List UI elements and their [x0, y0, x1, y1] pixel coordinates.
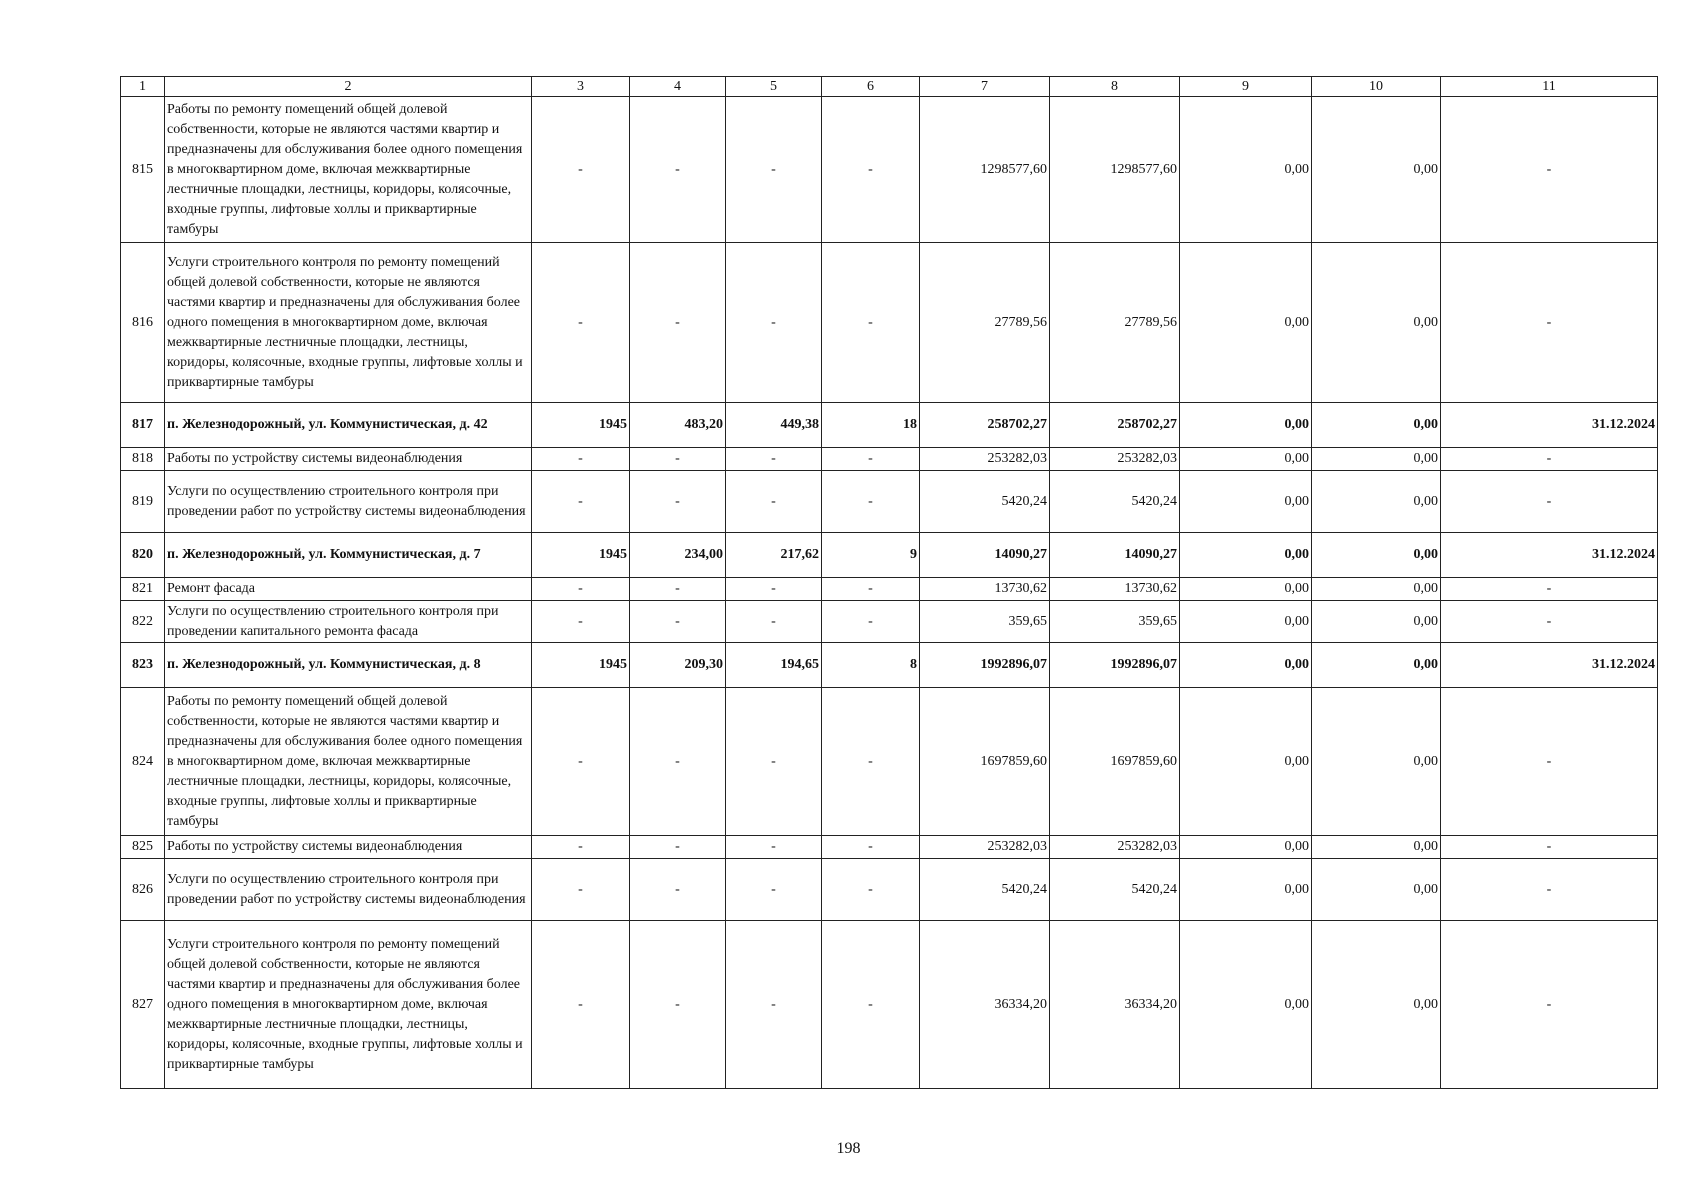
cost-other-cell: 0,00 [1312, 448, 1441, 471]
row-number-cell: 817 [121, 403, 165, 448]
column-header: 11 [1441, 77, 1658, 97]
area-living-cell: 194,65 [726, 643, 822, 688]
area-living-cell: - [726, 601, 822, 643]
area-living-cell: - [726, 471, 822, 533]
description-cell: Услуги строительного контроля по ремонту помещений общей долевой собственности, которые не являются частями квартир и предназначены для обслуживания более одного помещения в многоквартирном доме, включая межквартирные лестничные площадки, лестницы, коридоры, колясочные, входные группы, лифтовые холлы и приквартирные тамбуры [165, 243, 532, 403]
area-living-cell: 449,38 [726, 403, 822, 448]
cost-fund-cell: 1697859,60 [1050, 688, 1180, 836]
year-cell: - [532, 836, 630, 859]
residents-cell: - [822, 859, 920, 921]
table-row [121, 859, 1658, 921]
column-header: 5 [726, 77, 822, 97]
cost-other-cell: 0,00 [1312, 688, 1441, 836]
area-living-cell: - [726, 921, 822, 1089]
cost-fund-cell: 27789,56 [1050, 243, 1180, 403]
cost-budget-cell: 0,00 [1180, 243, 1312, 403]
area-living-cell: - [726, 836, 822, 859]
cost-other-cell: 0,00 [1312, 601, 1441, 643]
description-cell: п. Железнодорожный, ул. Коммунистическая, д. 8 [165, 643, 532, 688]
area-total-cell: - [630, 243, 726, 403]
deadline-cell: - [1441, 836, 1658, 859]
table-row [121, 601, 1658, 643]
row-number-cell: 822 [121, 601, 165, 643]
year-cell: - [532, 859, 630, 921]
residents-cell: 18 [822, 403, 920, 448]
column-header: 10 [1312, 77, 1441, 97]
area-total-cell: - [630, 836, 726, 859]
area-total-cell: - [630, 471, 726, 533]
cost-other-cell: 0,00 [1312, 403, 1441, 448]
cost-total-cell: 1298577,60 [920, 97, 1050, 243]
year-cell: - [532, 578, 630, 601]
description-cell: Услуги по осуществлению строительного контроля при проведении капитального ремонта фасада [165, 601, 532, 643]
column-header: 9 [1180, 77, 1312, 97]
area-total-cell: - [630, 578, 726, 601]
cost-total-cell: 359,65 [920, 601, 1050, 643]
cost-total-cell: 27789,56 [920, 243, 1050, 403]
cost-budget-cell: 0,00 [1180, 859, 1312, 921]
residents-cell: - [822, 97, 920, 243]
table-row [121, 97, 1658, 243]
column-header: 7 [920, 77, 1050, 97]
area-total-cell: - [630, 859, 726, 921]
year-cell: - [532, 243, 630, 403]
cost-budget-cell: 0,00 [1180, 578, 1312, 601]
row-number-cell: 819 [121, 471, 165, 533]
deadline-cell: 31.12.2024 [1441, 643, 1658, 688]
row-number-cell: 824 [121, 688, 165, 836]
area-total-cell: 209,30 [630, 643, 726, 688]
table-row [121, 688, 1658, 836]
cost-fund-cell: 1298577,60 [1050, 97, 1180, 243]
column-header: 2 [165, 77, 532, 97]
cost-other-cell: 0,00 [1312, 533, 1441, 578]
column-header: 3 [532, 77, 630, 97]
cost-total-cell: 1697859,60 [920, 688, 1050, 836]
cost-other-cell: 0,00 [1312, 471, 1441, 533]
area-total-cell: - [630, 97, 726, 243]
description-cell: п. Железнодорожный, ул. Коммунистическая, д. 42 [165, 403, 532, 448]
residents-cell: - [822, 601, 920, 643]
residents-cell: - [822, 578, 920, 601]
area-living-cell: - [726, 688, 822, 836]
cost-fund-cell: 14090,27 [1050, 533, 1180, 578]
table-row [121, 921, 1658, 1089]
area-total-cell: - [630, 688, 726, 836]
cost-total-cell: 253282,03 [920, 448, 1050, 471]
column-header: 6 [822, 77, 920, 97]
year-cell: - [532, 471, 630, 533]
cost-other-cell: 0,00 [1312, 97, 1441, 243]
area-living-cell: - [726, 243, 822, 403]
residents-cell: 8 [822, 643, 920, 688]
cost-budget-cell: 0,00 [1180, 643, 1312, 688]
table-row [121, 836, 1658, 859]
table-row [121, 243, 1658, 403]
column-header: 4 [630, 77, 726, 97]
area-living-cell: - [726, 578, 822, 601]
deadline-cell: - [1441, 921, 1658, 1089]
cost-fund-cell: 5420,24 [1050, 471, 1180, 533]
year-cell: 1945 [532, 533, 630, 578]
table-row [121, 471, 1658, 533]
residents-cell: - [822, 688, 920, 836]
cost-total-cell: 13730,62 [920, 578, 1050, 601]
cost-total-cell: 5420,24 [920, 471, 1050, 533]
deadline-cell: - [1441, 601, 1658, 643]
residents-cell: - [822, 243, 920, 403]
year-cell: 1945 [532, 643, 630, 688]
cost-total-cell: 14090,27 [920, 533, 1050, 578]
cost-other-cell: 0,00 [1312, 836, 1441, 859]
column-header: 8 [1050, 77, 1180, 97]
cost-budget-cell: 0,00 [1180, 601, 1312, 643]
table-row [121, 403, 1658, 448]
table-row [121, 578, 1658, 601]
cost-fund-cell: 253282,03 [1050, 448, 1180, 471]
area-total-cell: - [630, 921, 726, 1089]
table-row [121, 448, 1658, 471]
description-cell: Ремонт фасада [165, 578, 532, 601]
cost-fund-cell: 253282,03 [1050, 836, 1180, 859]
description-cell: Работы по ремонту помещений общей долевой собственности, которые не являются частями квартир и предназначены для обслуживания более одного помещения в многоквартирном доме, включая межквартирные лестничные площадки, лестницы, коридоры, колясочные, входные группы, лифтовые холлы и приквартирные тамбуры [165, 97, 532, 243]
description-cell: Работы по ремонту помещений общей долевой собственности, которые не являются частями квартир и предназначены для обслуживания более одного помещения в многоквартирном доме, включая межквартирные лестничные площадки, лестницы, коридоры, колясочные, входные группы, лифтовые холлы и приквартирные тамбуры [165, 688, 532, 836]
area-living-cell: - [726, 448, 822, 471]
works-table [120, 76, 1658, 1089]
residents-cell: - [822, 921, 920, 1089]
row-number-cell: 827 [121, 921, 165, 1089]
cost-budget-cell: 0,00 [1180, 533, 1312, 578]
deadline-cell: 31.12.2024 [1441, 533, 1658, 578]
row-number-cell: 826 [121, 859, 165, 921]
row-number-cell: 820 [121, 533, 165, 578]
deadline-cell: - [1441, 859, 1658, 921]
cost-other-cell: 0,00 [1312, 243, 1441, 403]
residents-cell: 9 [822, 533, 920, 578]
area-total-cell: - [630, 448, 726, 471]
year-cell: - [532, 601, 630, 643]
cost-other-cell: 0,00 [1312, 578, 1441, 601]
cost-total-cell: 5420,24 [920, 859, 1050, 921]
description-cell: Услуги по осуществлению строительного контроля при проведении работ по устройству системы видеонаблюдения [165, 471, 532, 533]
cost-other-cell: 0,00 [1312, 859, 1441, 921]
year-cell: 1945 [532, 403, 630, 448]
cost-fund-cell: 5420,24 [1050, 859, 1180, 921]
area-living-cell: - [726, 97, 822, 243]
row-number-cell: 818 [121, 448, 165, 471]
row-number-cell: 815 [121, 97, 165, 243]
cost-budget-cell: 0,00 [1180, 688, 1312, 836]
cost-budget-cell: 0,00 [1180, 921, 1312, 1089]
cost-fund-cell: 13730,62 [1050, 578, 1180, 601]
document-sheet [120, 76, 1657, 1089]
column-header: 1 [121, 77, 165, 97]
area-living-cell: - [726, 859, 822, 921]
column-number-row [121, 77, 1658, 97]
row-number-cell: 825 [121, 836, 165, 859]
cost-other-cell: 0,00 [1312, 643, 1441, 688]
year-cell: - [532, 688, 630, 836]
year-cell: - [532, 921, 630, 1089]
cost-budget-cell: 0,00 [1180, 97, 1312, 243]
cost-fund-cell: 1992896,07 [1050, 643, 1180, 688]
cost-total-cell: 253282,03 [920, 836, 1050, 859]
deadline-cell: 31.12.2024 [1441, 403, 1658, 448]
cost-fund-cell: 359,65 [1050, 601, 1180, 643]
cost-other-cell: 0,00 [1312, 921, 1441, 1089]
deadline-cell: - [1441, 243, 1658, 403]
area-total-cell: 234,00 [630, 533, 726, 578]
area-living-cell: 217,62 [726, 533, 822, 578]
year-cell: - [532, 448, 630, 471]
deadline-cell: - [1441, 448, 1658, 471]
deadline-cell: - [1441, 578, 1658, 601]
cost-total-cell: 1992896,07 [920, 643, 1050, 688]
deadline-cell: - [1441, 688, 1658, 836]
row-number-cell: 823 [121, 643, 165, 688]
cost-budget-cell: 0,00 [1180, 403, 1312, 448]
residents-cell: - [822, 836, 920, 859]
deadline-cell: - [1441, 471, 1658, 533]
description-cell: Работы по устройству системы видеонаблюдения [165, 448, 532, 471]
area-total-cell: 483,20 [630, 403, 726, 448]
description-cell: Услуги строительного контроля по ремонту помещений общей долевой собственности, которые не являются частями квартир и предназначены для обслуживания более одного помещения в многоквартирном доме, включая межквартирные лестничные площадки, лестницы, коридоры, колясочные, входные группы, лифтовые холлы и приквартирные тамбуры [165, 921, 532, 1089]
year-cell: - [532, 97, 630, 243]
cost-budget-cell: 0,00 [1180, 448, 1312, 471]
cost-budget-cell: 0,00 [1180, 836, 1312, 859]
cost-total-cell: 36334,20 [920, 921, 1050, 1089]
cost-budget-cell: 0,00 [1180, 471, 1312, 533]
residents-cell: - [822, 448, 920, 471]
area-total-cell: - [630, 601, 726, 643]
cost-fund-cell: 258702,27 [1050, 403, 1180, 448]
table-row [121, 643, 1658, 688]
page-number: 198 [836, 1140, 861, 1157]
cost-fund-cell: 36334,20 [1050, 921, 1180, 1089]
residents-cell: - [822, 471, 920, 533]
cost-total-cell: 258702,27 [920, 403, 1050, 448]
row-number-cell: 821 [121, 578, 165, 601]
description-cell: Услуги по осуществлению строительного контроля при проведении работ по устройству системы видеонаблюдения [165, 859, 532, 921]
table-row [121, 533, 1658, 578]
deadline-cell: - [1441, 97, 1658, 243]
row-number-cell: 816 [121, 243, 165, 403]
description-cell: п. Железнодорожный, ул. Коммунистическая, д. 7 [165, 533, 532, 578]
description-cell: Работы по устройству системы видеонаблюдения [165, 836, 532, 859]
